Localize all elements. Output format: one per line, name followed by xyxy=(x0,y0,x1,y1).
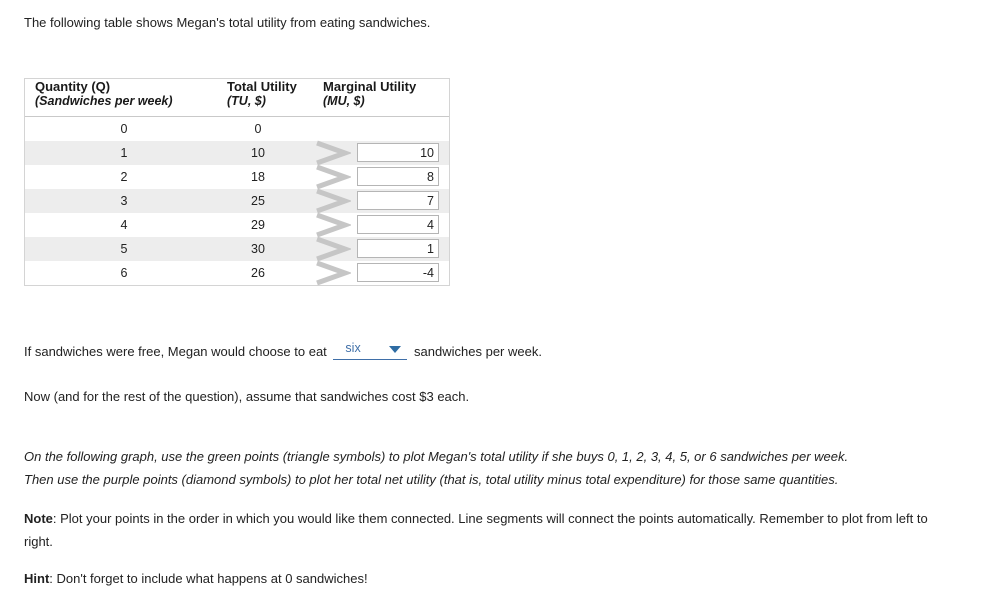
cell-quantity: 5 xyxy=(25,237,217,261)
cell-quantity: 1 xyxy=(25,141,217,165)
cell-marginal-utility xyxy=(313,117,449,142)
header-marginal-utility-title: Marginal Utility xyxy=(323,79,417,94)
cell-total-utility: 0 xyxy=(254,122,262,136)
cell-total-utility: 30 xyxy=(217,237,313,261)
instructions-line-1: On the following graph, use the green points (triangle symbols) to plot Megan's total utility if she buys 0, 1, 2, 3, 4, 5, or 6 sandwiches per week. xyxy=(24,449,849,464)
marginal-utility-input-3[interactable] xyxy=(357,191,439,210)
header-quantity-sub: (Sandwiches per week) xyxy=(35,94,173,108)
cell-quantity: 0 xyxy=(120,122,128,136)
free-sentence-after: sandwiches per week. xyxy=(414,344,542,359)
cell-total-utility: 10 xyxy=(217,141,313,165)
marginal-utility-input-5[interactable] xyxy=(357,239,439,258)
marginal-utility-input-4[interactable] xyxy=(357,215,439,234)
chevron-down-icon xyxy=(389,346,401,353)
free-sentence-before: If sandwiches were free, Megan would choose to eat xyxy=(24,344,327,359)
cost-sentence: Now (and for the rest of the question), assume that sandwiches cost $3 each. xyxy=(24,389,470,404)
cell-total-utility: 25 xyxy=(217,189,313,213)
header-total-utility-title: Total Utility xyxy=(227,79,297,94)
instructions-line-2: Then use the purple points (diamond symbols) to plot her total net utility (that is, total utility minus total expenditure) for those same quantities. xyxy=(24,471,839,487)
cell-total-utility: 26 xyxy=(251,266,265,280)
cell-quantity: 6 xyxy=(120,266,128,280)
table-header xyxy=(25,79,449,117)
free-sandwiches-sentence xyxy=(24,341,542,360)
cell-quantity: 4 xyxy=(120,218,128,232)
hint-text: : Don't forget to include what happens at 0 sandwiches! xyxy=(49,571,368,586)
hint-label: Hint xyxy=(24,571,50,586)
cell-quantity: 3 xyxy=(25,189,217,213)
dropdown-selected-value: six xyxy=(345,341,361,355)
table-row xyxy=(25,117,449,142)
marginal-utility-input-6[interactable] xyxy=(357,263,439,282)
header-quantity xyxy=(25,79,217,117)
header-marginal-utility xyxy=(313,79,449,117)
cell-total-utility: 29 xyxy=(251,218,265,232)
marginal-utility-input-1[interactable] xyxy=(357,143,439,162)
graph-instructions xyxy=(24,446,954,492)
header-marginal-utility-sub: (MU, $) xyxy=(323,94,365,108)
sandwich-quantity-dropdown[interactable] xyxy=(333,341,407,360)
marginal-utility-input-2[interactable] xyxy=(357,167,439,186)
note-text: : Plot your points in the order in which you would like them connected. Line segments will connect the points automatically. Remember to plot from left to right. xyxy=(24,511,928,549)
hint-paragraph xyxy=(24,568,934,591)
header-quantity-title: Quantity (Q) xyxy=(35,79,111,94)
cell-quantity: 2 xyxy=(120,170,128,184)
header-total-utility xyxy=(217,79,313,117)
note-paragraph xyxy=(24,508,934,554)
note-label: Note xyxy=(24,511,53,526)
intro-text: The following table shows Megan's total utility from eating sandwiches. xyxy=(24,15,431,30)
utility-table-container xyxy=(24,78,450,286)
cell-total-utility: 18 xyxy=(251,170,265,184)
header-total-utility-sub: (TU, $) xyxy=(227,94,266,108)
